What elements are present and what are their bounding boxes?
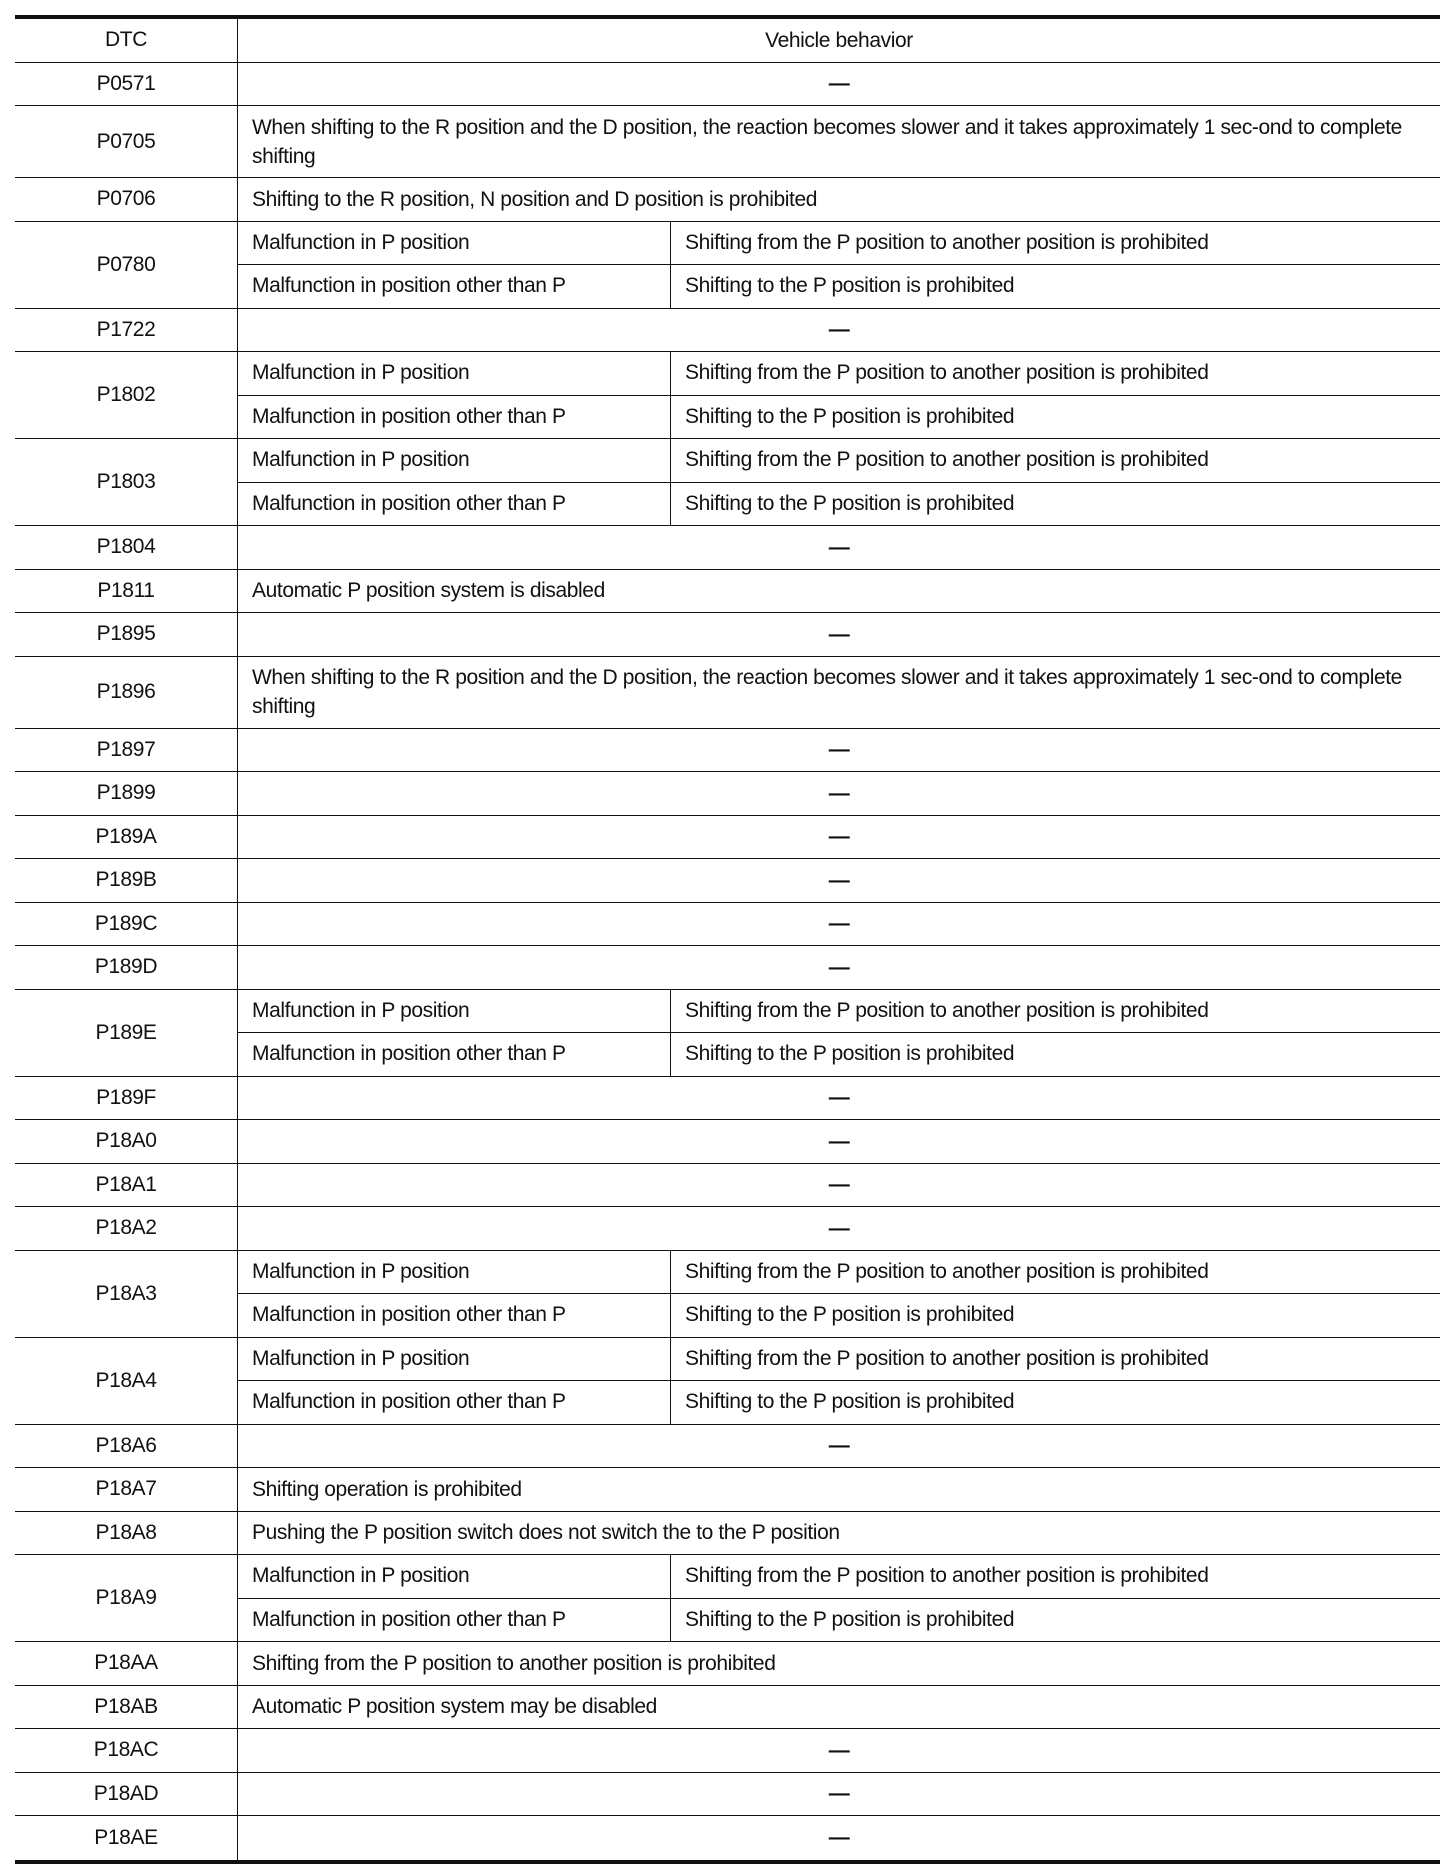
dtc-code: P1811 <box>15 570 238 613</box>
malfunction-condition: Malfunction in position other than P <box>238 1033 671 1076</box>
dtc-code: P18A9 <box>15 1555 238 1641</box>
vehicle-behavior: Shifting to the P position is prohibited <box>685 1390 1015 1414</box>
dtc-code: P1895 <box>15 613 238 656</box>
table-row <box>15 1120 1440 1164</box>
dtc-code: P1722 <box>15 309 238 352</box>
behavior-sub-row <box>238 990 1440 1034</box>
behavior-sub-row <box>238 396 1440 439</box>
dtc-code: P0706 <box>15 178 238 221</box>
dtc-code: P1804 <box>15 526 238 569</box>
vehicle-behavior: Shifting to the P position is prohibited <box>685 274 1015 298</box>
dtc-code: P18A2 <box>15 1207 238 1250</box>
malfunction-condition: Malfunction in P position <box>238 352 671 395</box>
no-behavior-dash: — <box>828 825 850 849</box>
table-row <box>15 1729 1440 1773</box>
table-row <box>15 1164 1440 1208</box>
table-row <box>15 309 1440 353</box>
vehicle-behavior: Shifting to the R position, N position and D position is prohibited <box>252 187 818 211</box>
dtc-code: P189F <box>15 1077 238 1120</box>
behavior-split <box>238 352 1440 438</box>
no-behavior-dash: — <box>828 1434 850 1458</box>
vehicle-behavior: When shifting to the R position and the D position, the reaction becomes slower and it takes approximately 1 sec-ond to complete shifting <box>252 115 1402 168</box>
table-row <box>15 990 1440 1077</box>
vehicle-behavior: Shifting to the P position is prohibited <box>685 404 1015 428</box>
no-behavior-dash: — <box>828 912 850 936</box>
table-row <box>15 222 1440 309</box>
dtc-code: P18A7 <box>15 1468 238 1511</box>
vehicle-behavior: Shifting from the P position to another position is prohibited <box>252 1651 776 1675</box>
behavior-split <box>238 1251 1440 1337</box>
dtc-code: P189C <box>15 903 238 946</box>
table-row <box>15 1077 1440 1121</box>
no-behavior-dash: — <box>828 1173 850 1197</box>
table-header-row <box>15 19 1440 63</box>
dtc-code: P18A1 <box>15 1164 238 1207</box>
no-behavior-dash: — <box>828 1738 850 1762</box>
behavior-split <box>238 990 1440 1076</box>
table-row <box>15 772 1440 816</box>
table-row <box>15 1773 1440 1817</box>
vehicle-behavior: Automatic P position system may be disabled <box>252 1695 657 1719</box>
no-behavior-dash: — <box>828 1826 850 1850</box>
vehicle-behavior: Shifting from the P position to another position is prohibited <box>685 1346 1209 1370</box>
vehicle-behavior: Shifting to the P position is prohibited <box>685 491 1015 515</box>
behavior-split <box>238 439 1440 525</box>
table-row <box>15 1338 1440 1425</box>
table-row <box>15 352 1440 439</box>
dtc-code: P189E <box>15 990 238 1076</box>
no-behavior-dash: — <box>828 955 850 979</box>
table-row <box>15 1468 1440 1512</box>
dtc-code: P18AA <box>15 1642 238 1685</box>
malfunction-condition: Malfunction in P position <box>238 222 671 265</box>
vehicle-behavior: Shifting from the P position to another position is prohibited <box>685 1564 1209 1588</box>
header-vehicle-behavior: Vehicle behavior <box>765 28 913 52</box>
dtc-code: P1897 <box>15 729 238 772</box>
malfunction-condition: Malfunction in position other than P <box>238 1294 671 1337</box>
behavior-sub-row <box>238 265 1440 308</box>
table-row <box>15 1686 1440 1730</box>
table-row <box>15 526 1440 570</box>
table-row <box>15 859 1440 903</box>
dtc-code: P189B <box>15 859 238 902</box>
table-row <box>15 570 1440 614</box>
vehicle-behavior: Shifting from the P position to another position is prohibited <box>685 361 1209 385</box>
table-row <box>15 1425 1440 1469</box>
vehicle-behavior: Pushing the P position switch does not switch the to the P position <box>252 1521 840 1545</box>
no-behavior-dash: — <box>828 868 850 892</box>
vehicle-behavior: Shifting from the P position to another position is prohibited <box>685 230 1209 254</box>
behavior-split <box>238 222 1440 308</box>
table-row <box>15 1207 1440 1251</box>
behavior-sub-row <box>238 1381 1440 1424</box>
vehicle-behavior: Shifting from the P position to another position is prohibited <box>685 998 1209 1022</box>
no-behavior-dash: — <box>828 781 850 805</box>
no-behavior-dash: — <box>828 318 850 342</box>
table-row <box>15 1642 1440 1686</box>
dtc-code: P18AB <box>15 1686 238 1729</box>
behavior-split <box>238 1338 1440 1424</box>
dtc-code: P18A3 <box>15 1251 238 1337</box>
behavior-sub-row <box>238 1033 1440 1076</box>
behavior-sub-row <box>238 1338 1440 1382</box>
table-row <box>15 1251 1440 1338</box>
table-row <box>15 106 1440 178</box>
dtc-code: P18AE <box>15 1816 238 1860</box>
malfunction-condition: Malfunction in P position <box>238 1555 671 1598</box>
table-row <box>15 1555 1440 1642</box>
malfunction-condition: Malfunction in position other than P <box>238 396 671 439</box>
behavior-sub-row <box>238 1294 1440 1337</box>
dtc-code: P18AD <box>15 1773 238 1816</box>
dtc-vehicle-behavior-table <box>15 15 1440 1864</box>
malfunction-condition: Malfunction in position other than P <box>238 483 671 526</box>
dtc-code: P1899 <box>15 772 238 815</box>
table-row <box>15 613 1440 657</box>
no-behavior-dash: — <box>828 1216 850 1240</box>
vehicle-behavior: Shifting operation is prohibited <box>252 1477 522 1501</box>
dtc-code: P18A4 <box>15 1338 238 1424</box>
table-row <box>15 178 1440 222</box>
dtc-code: P1896 <box>15 657 238 728</box>
behavior-sub-row <box>238 1555 1440 1599</box>
behavior-sub-row <box>238 1599 1440 1642</box>
table-row <box>15 729 1440 773</box>
dtc-code: P189A <box>15 816 238 859</box>
dtc-code: P18AC <box>15 1729 238 1772</box>
malfunction-condition: Malfunction in P position <box>238 1338 671 1381</box>
no-behavior-dash: — <box>828 72 850 96</box>
malfunction-condition: Malfunction in position other than P <box>238 1599 671 1642</box>
table-row <box>15 439 1440 526</box>
vehicle-behavior: Shifting to the P position is prohibited <box>685 1607 1015 1631</box>
dtc-code: P1803 <box>15 439 238 525</box>
malfunction-condition: Malfunction in P position <box>238 439 671 482</box>
dtc-code: P18A8 <box>15 1512 238 1555</box>
behavior-sub-row <box>238 1251 1440 1295</box>
dtc-code: P18A0 <box>15 1120 238 1163</box>
no-behavior-dash: — <box>828 1129 850 1153</box>
vehicle-behavior: Shifting to the P position is prohibited <box>685 1303 1015 1327</box>
no-behavior-dash: — <box>828 1086 850 1110</box>
table-row <box>15 946 1440 990</box>
malfunction-condition: Malfunction in P position <box>238 1251 671 1294</box>
vehicle-behavior: Automatic P position system is disabled <box>252 579 605 603</box>
no-behavior-dash: — <box>828 535 850 559</box>
table-row <box>15 63 1440 107</box>
vehicle-behavior: Shifting to the P position is prohibited <box>685 1042 1015 1066</box>
dtc-code: P0780 <box>15 222 238 308</box>
dtc-code: P0571 <box>15 63 238 106</box>
malfunction-condition: Malfunction in P position <box>238 990 671 1033</box>
dtc-code: P0705 <box>15 106 238 177</box>
dtc-code: P1802 <box>15 352 238 438</box>
dtc-code: P18A6 <box>15 1425 238 1468</box>
table-row <box>15 903 1440 947</box>
vehicle-behavior: Shifting from the P position to another position is prohibited <box>685 1259 1209 1283</box>
table-row <box>15 1816 1440 1860</box>
behavior-sub-row <box>238 483 1440 526</box>
malfunction-condition: Malfunction in position other than P <box>238 1381 671 1424</box>
no-behavior-dash: — <box>828 738 850 762</box>
header-dtc: DTC <box>15 19 238 62</box>
vehicle-behavior: Shifting from the P position to another position is prohibited <box>685 448 1209 472</box>
behavior-sub-row <box>238 439 1440 483</box>
behavior-sub-row <box>238 352 1440 396</box>
behavior-split <box>238 1555 1440 1641</box>
vehicle-behavior: When shifting to the R position and the D position, the reaction becomes slower and it takes approximately 1 sec-ond to complete shifting <box>252 666 1402 718</box>
table-row <box>15 657 1440 729</box>
malfunction-condition: Malfunction in position other than P <box>238 265 671 308</box>
table-row <box>15 1512 1440 1556</box>
no-behavior-dash: — <box>828 1782 850 1806</box>
table-row <box>15 816 1440 860</box>
dtc-code: P189D <box>15 946 238 989</box>
behavior-sub-row <box>238 222 1440 266</box>
no-behavior-dash: — <box>828 622 850 646</box>
